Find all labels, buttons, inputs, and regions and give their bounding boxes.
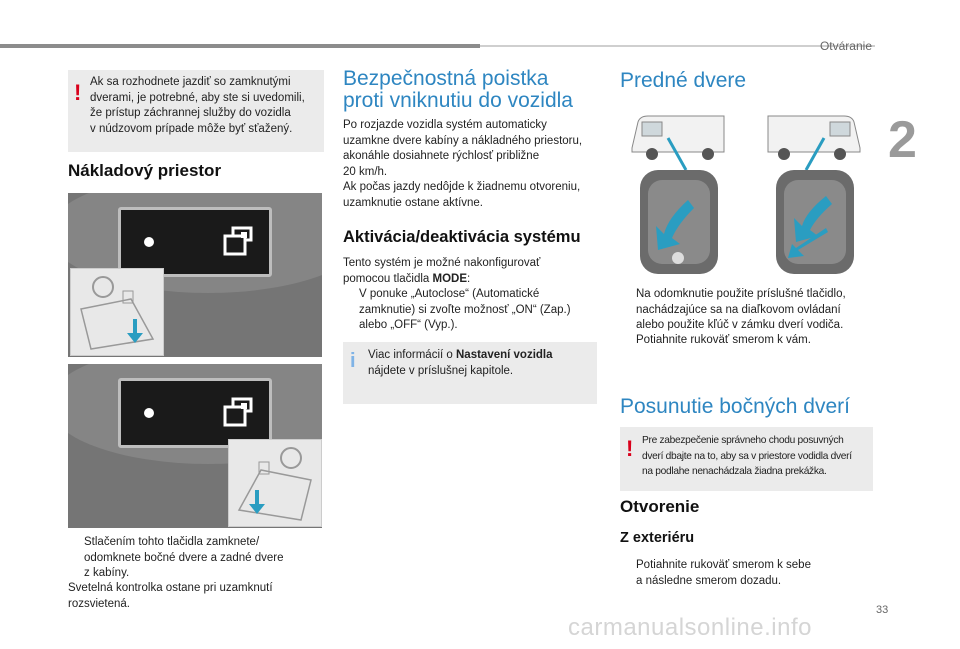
front-door-illustration (628, 108, 864, 276)
watermark: carmanualsonline.info (568, 614, 812, 641)
warning-text: Ak sa rozhodnete jazdiť so zamknutými dverami, je potrebné, aby ste si uvedomili, že prístup záchrannej služby do vozidla v núdzovom prípade môže byť sťažený. (90, 76, 305, 135)
para-configure: Tento systém je možné nakonfigurovať pomocou tlačidla MODE: (343, 257, 541, 285)
lock-button-icon (121, 210, 269, 274)
heading-front-doors: Predné dvere (620, 69, 747, 92)
info-text: Viac informácií o Nastavení vozidla nájdete v príslušnej kapitole. (368, 349, 553, 377)
van-left-icon (632, 116, 724, 170)
cabin-door-drawing-2 (229, 440, 321, 526)
inset-cabin-illustration-2 (228, 439, 322, 527)
bullet-pull-back: Potiahnite rukoväť smerom k sebe a následne smerom dozadu. (636, 559, 811, 587)
bullet-autoclose: V ponuke „Autoclose“ (Automatické zamknutie) si zvoľte možnosť „ON“ (Zap.) alebo „OFF“ (Vyp.). (359, 288, 571, 331)
header-rule-light (480, 45, 875, 47)
warning-icon: ! (626, 436, 634, 461)
bullet-pull-handle: Potiahnite rukoväť smerom k vám. (636, 334, 811, 346)
para-indicator-light: Svetelná kontrolka ostane pri uzamknutí rozsvietená. (68, 582, 273, 610)
chapter-number: 2 (888, 111, 917, 169)
lock-button-panel (118, 207, 272, 277)
door-handle-right-icon (776, 170, 854, 274)
warning-text-sliding: Pre zabezpečenie správneho chodu posuvných dverí dbajte na to, aby sa v priestore vodidla dverí na podlahe nenachádzala žiadna prekážka. (642, 435, 852, 477)
photo-lock-button-1 (68, 193, 322, 357)
heading-activation: Aktivácia/deaktivácia systému (343, 228, 581, 246)
warning-icon: ! (74, 80, 82, 105)
info-icon: i (350, 350, 356, 372)
lock-button-icon-2 (121, 381, 269, 445)
section-title: Otváranie (819, 39, 872, 53)
heading-from-outside: Z exteriéru (620, 530, 695, 546)
bullet-lock-button: Stlačením tohto tlačidla zamknete/ odomknete bočné dvere a zadné dvere z kabíny. (84, 536, 284, 579)
heading-cargo-space: Nákladový priestor (68, 161, 222, 180)
heading-antitheft-lock: Bezpečnostná poistka proti vniknutiu do vozidla (343, 67, 573, 112)
para-autolock: Po rozjazde vozidla systém automaticky uzamkne dvere kabíny a nákladného priestoru, akonáhle dosiahnete rýchlosť približne 20 km/h. Ak počas jazdy nedôjde k žiadnemu otvoreniu, uzamknutie ostane aktívne. (343, 119, 583, 209)
door-handle-left-icon (640, 170, 718, 274)
inset-cabin-illustration (70, 268, 164, 356)
heading-opening: Otvorenie (620, 497, 700, 516)
heading-sliding-doors: Posunutie bočných dverí (620, 395, 850, 418)
photo-lock-button-2 (68, 364, 322, 528)
page-number: 33 (876, 604, 889, 616)
bullet-unlock-remote: Na odomknutie použite príslušné tlačidlo, nachádzajúce sa na diaľkovom ovládaní alebo použite kľúč v zámku dverí vodiča. (636, 288, 846, 331)
cabin-door-drawing (71, 269, 163, 355)
lock-button-panel-2 (118, 378, 272, 448)
van-right-icon (768, 116, 860, 170)
header-rule (0, 44, 480, 48)
